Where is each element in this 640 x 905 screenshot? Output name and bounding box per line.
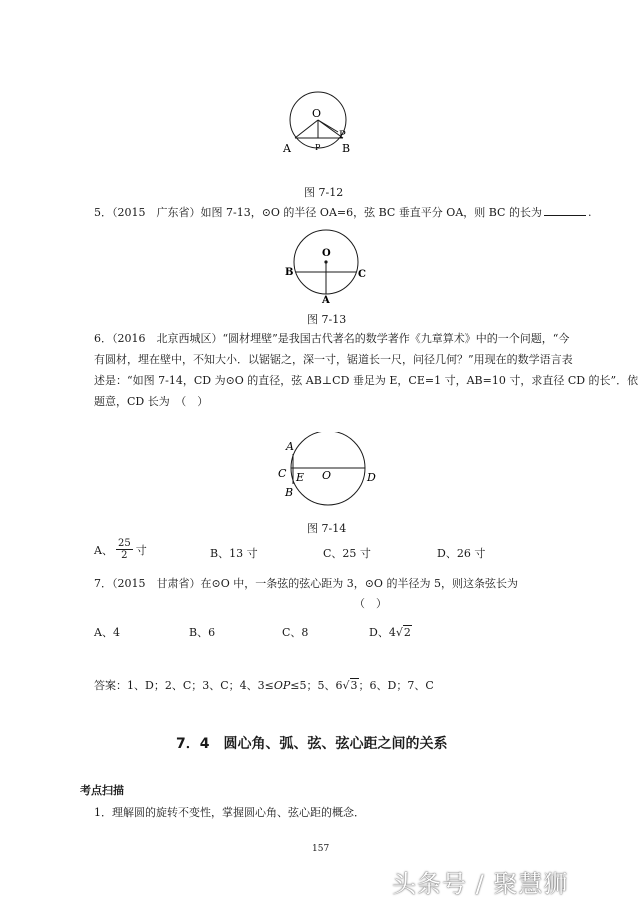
figure-7-13 xyxy=(282,226,372,306)
segment-oa xyxy=(295,120,318,138)
label-a: A xyxy=(286,440,294,453)
label-a: A xyxy=(283,142,291,155)
option-a-prefix: A、 xyxy=(94,543,113,557)
answer-blank xyxy=(544,205,586,216)
question-6-line-2: 有圆材，埋在壁中，不知大小．以锯锯之，深一寸，锯道长一尺，问径几何？”用现在的数学语言表 xyxy=(94,353,573,366)
question-6-line-4: 题意，CD 长为 （ ） xyxy=(94,395,209,408)
figure-7-12-caption: 图 7-12 xyxy=(304,186,344,199)
section-title: 7．4 圆心角、弧、弦、弦心距之间的关系 xyxy=(176,736,448,752)
page-number: 157 xyxy=(312,844,330,854)
figure-7-13-caption: 图 7-13 xyxy=(307,313,347,326)
label-b: B xyxy=(285,267,294,278)
q7-option-b: B、6 xyxy=(189,626,216,639)
label-b: B xyxy=(342,142,351,155)
label-o: O xyxy=(312,107,322,120)
label-c: C xyxy=(278,467,287,480)
answers-part1: 答案：1、D；2、C；3、C；4、3≤ xyxy=(94,679,274,692)
segment-op2 xyxy=(318,120,338,132)
question-6-line-1: 6．（2016 北京西城区）“圆材埋壁”是我国古代著名的数学著作《九章算术》中的一个问题，“今 xyxy=(94,332,570,345)
figure-7-14-caption: 图 7-14 xyxy=(307,522,347,535)
answers-part2: ≤5；5、6 xyxy=(290,679,343,692)
label-o: O xyxy=(322,248,331,259)
question-5 xyxy=(94,205,591,220)
question-5-end: . xyxy=(587,206,592,219)
label-b: B xyxy=(285,486,294,499)
label-e: E xyxy=(296,471,305,484)
center-dot xyxy=(324,260,327,263)
fraction-denominator: 2 xyxy=(121,550,128,561)
sqrt-radicand: 2 xyxy=(403,626,411,639)
section-item-1: 1．理解圆的旋转不变性，掌握圆心角、弦心距的概念． xyxy=(94,806,365,819)
q7-option-a: A、4 xyxy=(94,626,120,639)
answers-op: OP xyxy=(273,679,291,692)
fraction-numerator: 25 xyxy=(117,538,131,549)
question-6-line-3: 述是：“如图 7-14，CD 为⊙O 的直径，弦 AB⊥CD 垂足为 E，CE=1 寸，AB=10 寸，求直径 CD 的长”．依 xyxy=(94,374,639,387)
question-7-text: 7．（2015 甘肃省）在⊙O 中，一条弦的弦心距为 3，⊙O 的半径为 5，则这条弦长为 xyxy=(94,577,518,590)
fraction xyxy=(116,538,133,561)
figure-7-12 xyxy=(278,88,360,160)
label-o: O xyxy=(322,469,332,482)
option-a-unit: 寸 xyxy=(135,543,147,557)
question-7-bracket: （ ） xyxy=(354,597,387,610)
q7-option-d-prefix: D、4 xyxy=(369,626,396,639)
figure-7-14 xyxy=(270,432,385,507)
answers-part3: ；6、D；7、C xyxy=(358,679,434,692)
label-d: D xyxy=(367,471,376,484)
label-p: P xyxy=(315,143,321,152)
sqrt-sign: √ xyxy=(342,679,350,692)
watermark: 头条号 / 聚慧狮 xyxy=(392,870,569,898)
label-p2: P xyxy=(339,130,346,141)
option-c: C、25 寸 xyxy=(323,547,371,560)
answers-radicand: 3 xyxy=(350,679,358,692)
label-a: A xyxy=(322,295,330,306)
q7-option-d xyxy=(369,624,412,640)
sqrt-sign: √ xyxy=(395,626,403,639)
option-b: B、13 寸 xyxy=(210,547,258,560)
option-d: D、26 寸 xyxy=(437,547,486,560)
section-subheading: 考点扫描 xyxy=(80,784,124,797)
q7-option-c: C、8 xyxy=(282,626,309,639)
option-a xyxy=(94,538,147,561)
answers xyxy=(94,679,434,693)
label-c: C xyxy=(358,269,366,280)
question-5-text: 5．（2015 广东省）如图 7-13，⊙O 的半径 OA=6，弦 BC 垂直平分 OA，则 BC 的长为 xyxy=(94,206,542,219)
